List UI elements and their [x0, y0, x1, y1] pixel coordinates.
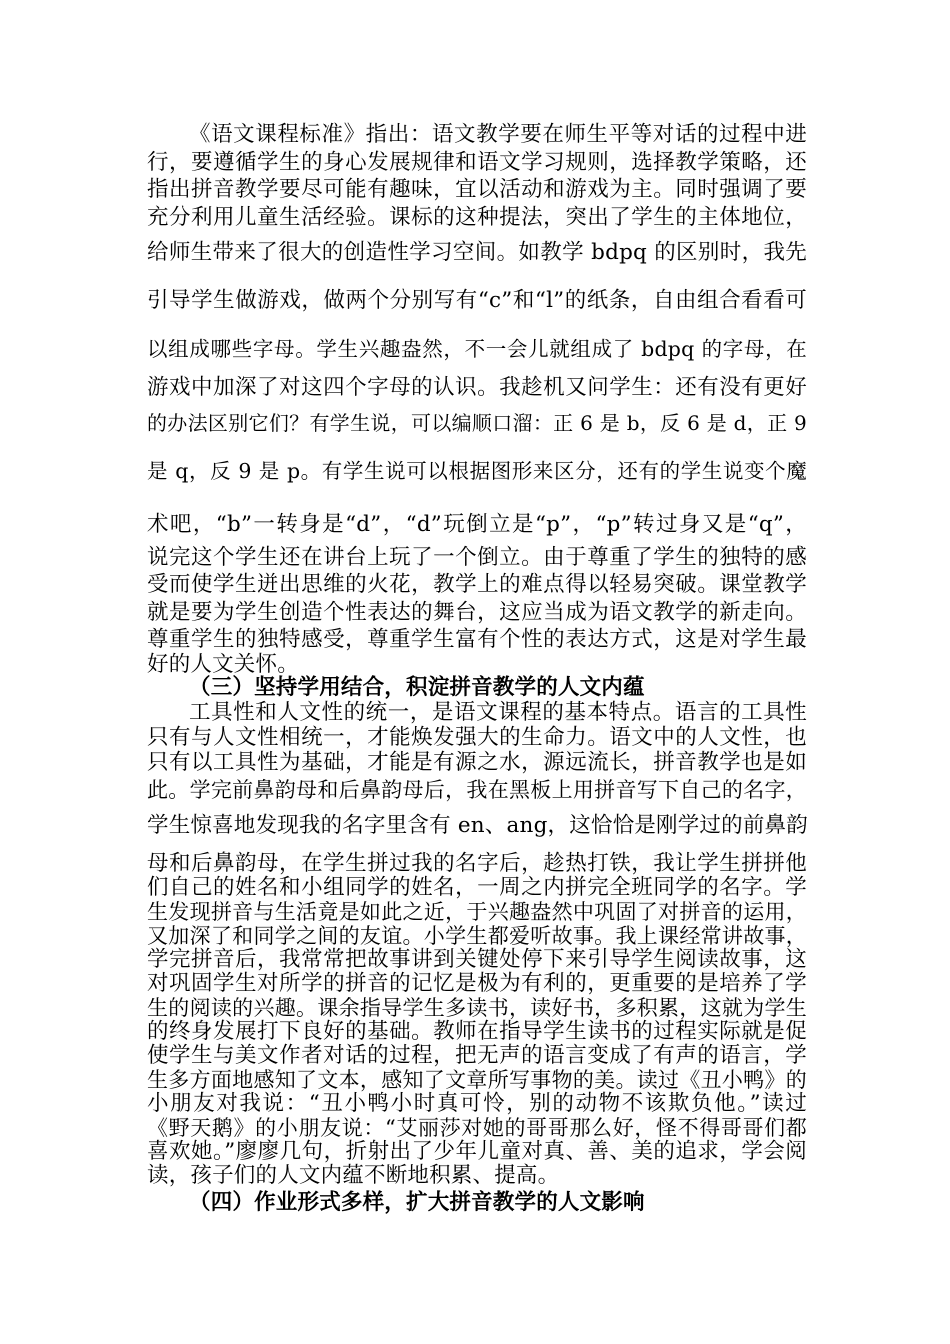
paragraph-line: 以组成哪些字母。学生兴趣盎然，不一会儿就组成了 bdpq 的字母，在 [147, 337, 807, 361]
paragraph-line: 术吧，“b”一转身是“d”，“d”玩倒立是“p”，“p”转过身又是“q”， [147, 512, 807, 537]
paragraph-line: 引导学生做游戏，做两个分别写有“c”和“l”的纸条，自由组合看看可 [147, 288, 807, 313]
paragraph-line: 好的人文关怀。 [147, 652, 299, 677]
paragraph-line: 只有以工具性为基础，才能是有源之水，源远流长，拼音教学也是如 [147, 750, 807, 775]
paragraph-line: 对巩固学生对所学的拼音的记忆是极为有利的，更重要的是培养了学 [147, 971, 807, 996]
paragraph-line: 就是要为学生创造个性表达的舞台，这应当成为语文教学的新走向。 [147, 600, 807, 625]
section-heading: （三）坚持学用结合，积淀拼音教学的人文内蕴 [189, 675, 645, 700]
paragraph-line: 学生惊喜地发现我的名字里含有 en、ang，这恰恰是刚学过的前鼻韵 [147, 813, 808, 838]
paragraph-line: 生的阅读的兴趣。课余指导学生多读书，读好书，多积累，这就为学生 [147, 996, 807, 1020]
paragraph-line: 生多方面地感知了文本，感知了文章所写事物的美。读过《丑小鸭》的 [147, 1068, 807, 1092]
paragraph-line: 的办法区别它们？有学生说，可以编顺口溜：正 6 是 b，反 6 是 d，正 9 [147, 411, 807, 435]
paragraph-line: 《野天鹅》的小朋友说：“艾丽莎对她的哥哥那么好，怪不得哥哥们都 [147, 1116, 807, 1140]
paragraph-line: 尊重学生的独特感受，尊重学生富有个性的表达方式，这是对学生最 [147, 627, 807, 652]
paragraph-line: 游戏中加深了对这四个字母的认识。我趁机又问学生：还有没有更好 [147, 375, 807, 400]
paragraph-line: 是 q，反 9 是 p。有学生说可以根据图形来区分，还有的学生说变个魔 [147, 459, 807, 483]
paragraph-line: 母和后鼻韵母，在学生拼过我的名字后，趁热打铁，我让学生拼拼他 [147, 851, 807, 876]
paragraph-line: 生发现拼音与生活竟是如此之近，于兴趣盎然中巩固了对拼音的运用， [147, 900, 807, 924]
paragraph-line: 学完拼音后，我常常把故事讲到关键处停下来引导学生阅读故事，这 [147, 947, 807, 972]
paragraph-line: 小朋友对我说：“丑小鸭小时真可怜，别的动物不该欺负他。”读过 [147, 1091, 807, 1116]
paragraph-line: 们自己的姓名和小组同学的姓名，一周之内拼完全班同学的名字。学 [147, 875, 807, 900]
paragraph-line: 充分利用儿童生活经验。课标的这种提法，突出了学生的主体地位， [147, 205, 807, 230]
paragraph-line: 指出拼音教学要尽可能有趣味，宜以活动和游戏为主。同时强调了要 [147, 177, 807, 202]
paragraph-line: 读，孩子们的人文内蕴不断地积累、提高。 [147, 1163, 560, 1188]
section-heading: （四）作业形式多样，扩大拼音教学的人文影响 [189, 1190, 645, 1215]
paragraph-line: 给师生带来了很大的创造性学习空间。如教学 bdpq 的区别时，我先 [147, 240, 807, 265]
paragraph-line: 的终身发展打下良好的基础。教师在指导学生读书的过程实际就是促 [147, 1019, 807, 1044]
paragraph-line: 行，要遵循学生的身心发展规律和语文学习规则，选择教学策略，还 [147, 150, 807, 175]
paragraph-line: 又加深了和同学之间的友谊。小学生都爱听故事。我上课经常讲故事， [147, 924, 807, 948]
paragraph-line: 说完这个学生还在讲台上玩了一个倒立。由于尊重了学生的独特的感 [147, 545, 807, 570]
paragraph-line: 使学生与美文作者对话的过程，把无声的语言变成了有声的语言，学 [147, 1043, 807, 1068]
paragraph-line: 《语文课程标准》指出：语文教学要在师生平等对话的过程中进 [189, 122, 807, 147]
paragraph-line: 喜欢她。”廖廖几句，折射出了少年儿童对真、善、美的追求，学会阅 [147, 1139, 807, 1164]
paragraph-line: 工具性和人文性的统一，是语文课程的基本特点。语言的工具性 [189, 700, 807, 725]
paragraph-line: 受而使学生迸出思维的火花，教学上的难点得以轻易突破。课堂教学 [147, 572, 807, 597]
paragraph-line: 此。学完前鼻韵母和后鼻韵母后，我在黑板上用拼音写下自己的名字， [147, 778, 807, 802]
paragraph-line: 只有与人文性相统一，才能焕发强大的生命力。语文中的人文性，也 [147, 725, 807, 750]
